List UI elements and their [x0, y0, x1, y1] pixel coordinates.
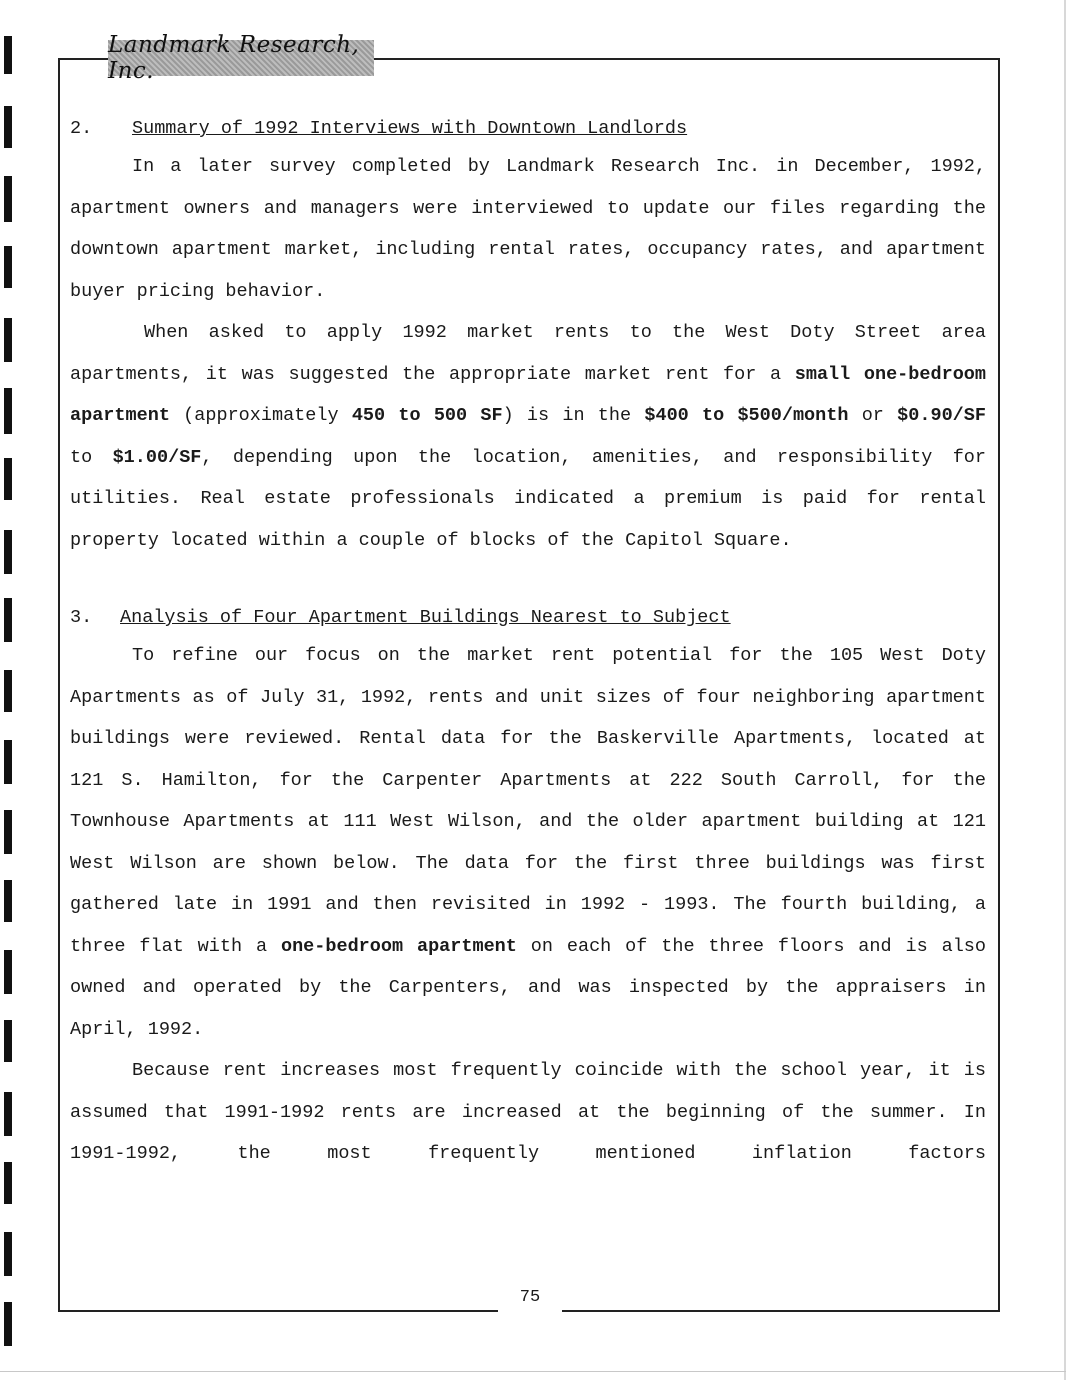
binding-mark — [4, 1092, 12, 1136]
paragraph — [70, 635, 986, 1050]
paragraph: In a later survey completed by Landmark Research Inc. in December, 1992, apartment owners and managers were interviewed to update our files regarding the downtown apartment market, including rental rates, occupancy rates, and apartment buyer pricing behavior. — [70, 156, 986, 302]
section-number: 3. — [70, 607, 93, 628]
section-number: 2. — [70, 118, 93, 139]
binding-mark — [4, 1232, 12, 1276]
binding-mark — [4, 1020, 12, 1062]
page-edge — [0, 1371, 1066, 1372]
company-logo — [108, 32, 374, 84]
binding-mark — [4, 1162, 12, 1204]
bold-text: one-bedroom apartment — [280, 935, 517, 957]
binding-mark — [4, 530, 12, 574]
section-title: Analysis of Four Apartment Buildings Nearest to Subject — [120, 607, 731, 628]
text-run: ) is in the — [502, 405, 645, 426]
text-run: on each of the three floors and is also owned and operated by the Carpenters, and was inspected by the appraisers in April, 1992. — [70, 935, 986, 1040]
text-run: When asked to apply 1992 market rents to the West Doty Street area apartments, it was suggested the appropriate market rent for a — [70, 322, 986, 385]
paragraph: Because rent increases most frequently coincide with the school year, it is assumed that 1991-1992 rents are increased at the beginning of the summer. In 1991-1992, the most frequently mentioned inflation factors — [70, 1060, 986, 1164]
section-spacer — [70, 561, 986, 601]
binding-mark — [4, 318, 12, 362]
bold-text: small one-bedroom apartment — [70, 363, 986, 426]
bold-text: $0.90/SF — [897, 405, 986, 426]
text-run: or — [848, 405, 898, 426]
binding-mark — [4, 950, 12, 994]
text-run: To refine our focus on the market rent potential for the 105 West Doty Apartments as of July 31, 1992, rents and unit sizes of four neighboring apartment buildings were reviewed. Rental data for the Baskerville Apartments, located at 121 S. Hamilton, for the Carpenter Apartments at 222 South Carroll, for the Townhouse Apartments at 111 West Wilson, and the older apartment building at 121 West Wilson are shown below. The data for the first three buildings was first gathered late in 1991 and then revisited in 1992 - 1993. The fourth building, a three flat with a — [70, 645, 986, 957]
text-run: , depending upon the location, amenities, and responsibility for utilities. Real estate professionals indicated a premium is paid for rental property located within a couple of blocks of the Capitol Square. — [70, 446, 987, 551]
paragraph — [70, 312, 986, 561]
binding-mark — [4, 246, 12, 288]
binding-mark — [4, 1302, 12, 1346]
page-number: 75 — [498, 1286, 562, 1314]
bold-text: 450 to 500 SF — [351, 405, 503, 426]
logo-text: Landmark Research, Inc. — [108, 32, 360, 84]
binding-mark — [4, 176, 12, 222]
binding-mark — [4, 36, 12, 74]
binding-mark — [4, 810, 12, 854]
binding-mark — [4, 458, 12, 500]
binding-mark — [4, 670, 12, 712]
text-run: (approximately — [169, 405, 352, 426]
section-3-heading — [70, 601, 986, 635]
text-run: to — [70, 446, 113, 468]
binding-mark — [4, 740, 12, 784]
binding-mark — [4, 880, 12, 922]
binding-mark — [4, 388, 12, 434]
document-body — [70, 112, 986, 1175]
bold-text: $400 to $500/month — [644, 405, 849, 426]
bold-text: $1.00/SF — [112, 446, 202, 468]
binding-mark — [4, 106, 12, 148]
section-2-heading — [70, 112, 986, 146]
binding-mark — [4, 598, 12, 642]
section-title: Summary of 1992 Interviews with Downtown Landlords — [132, 118, 688, 139]
